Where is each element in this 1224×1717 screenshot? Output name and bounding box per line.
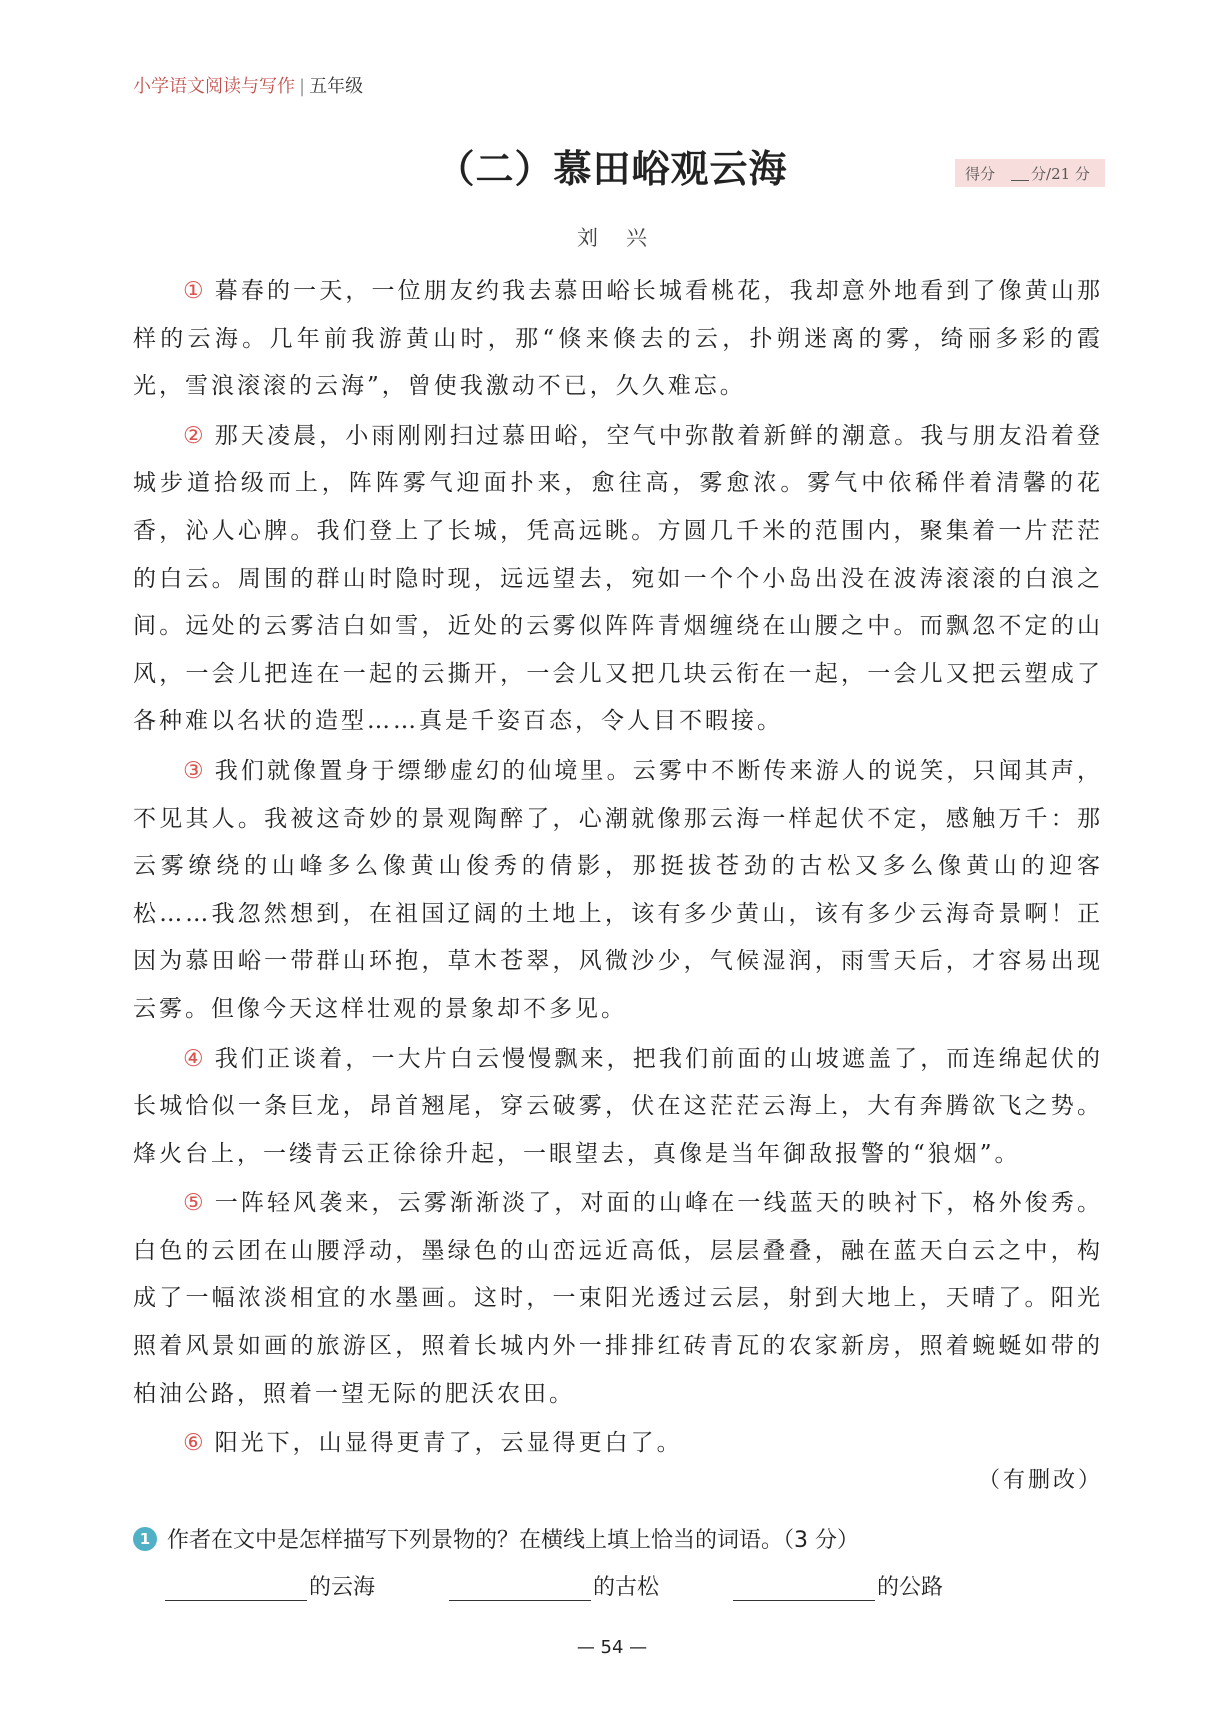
- paragraph-5: [133, 1180, 1103, 1418]
- paragraph-number: ①: [183, 278, 207, 304]
- paragraph-text: 一阵轻风袭来，云雾渐渐淡了，对面的山峰在一线蓝天的映衬下，格外俊秀。白色的云团在山腰浮动，墨绿色的山峦远近高低，层层叠叠，融在蓝天白云之中，构成了一幅浓淡相宜的水墨画。这时，一束阳光透过云层，射到大地上，天晴了。阳光照着风景如画的旅游区，照着长城内外一排排红砖青瓦的农家新房，照着蜿蜒如带的柏油公路，照着一望无际的肥沃农田。: [133, 1190, 1103, 1407]
- paragraph-1: [133, 268, 1103, 411]
- page-number: — 54 —: [576, 1637, 648, 1658]
- author-name: 刘兴: [577, 226, 675, 250]
- book-series-title: 小学语文阅读与写作: [133, 76, 295, 97]
- question-text: 作者在文中是怎样描写下列景物的？在横线上填上恰当的词语。（3 分）: [167, 1528, 859, 1553]
- paragraph-text: 我们就像置身于缥缈虚幻的仙境里。云雾中不断传来游人的说笑，只闻其声，不见其人。我被这奇妙的景观陶醉了，心潮就像那云海一样起伏不定，感触万千：那云雾缭绕的山峰多么像黄山俊秀的倩影，那挺拔苍劲的古松又多么像黄山的迎客松……我忽然想到，在祖国辽阔的土地上，该有多少黄山，该有多少云海奇景啊！正因为慕田峪一带群山环抱，草木苍翠，风微沙少，气候湿润，雨雪天后，才容易出现云雾。但像今天这样壮观的景象却不多见。: [133, 757, 1103, 1022]
- book-header: [133, 72, 363, 98]
- paragraph-number: ②: [183, 422, 207, 449]
- answer-blanks: [165, 1570, 1017, 1601]
- score-total: 分/21 分: [1031, 164, 1090, 183]
- paragraph-text: 阳光下，山显得更青了，云显得更白了。: [214, 1430, 683, 1457]
- paragraph-4: [133, 1036, 1103, 1179]
- paragraph-2: [133, 413, 1103, 746]
- paragraph-number: ④: [183, 1045, 207, 1072]
- paragraph-text: 我们正谈着，一大片白云慢慢飘来，把我们前面的山坡遮盖了，而连绵起伏的长城恰似一条巨龙，昂首翘尾，穿云破雾，伏在这茫茫云海上，大有奔腾欲飞之势。烽火台上，一缕青云正徐徐升起，一眼望去，真像是当年御敌报警的“狼烟”。: [133, 1045, 1103, 1167]
- answer-suffix-2: 的古松: [593, 1575, 660, 1600]
- question-1: [133, 1523, 859, 1554]
- score-blank[interactable]: [1011, 166, 1029, 181]
- article-body: [133, 268, 1103, 1470]
- edit-note: （有删改）: [977, 1468, 1103, 1493]
- answer-item-2: [449, 1570, 659, 1601]
- paragraph-3: [133, 748, 1103, 1034]
- paragraph-6: [133, 1420, 1103, 1468]
- paragraph-number: ⑤: [183, 1190, 207, 1217]
- answer-suffix-1: 的云海: [309, 1575, 376, 1600]
- answer-item-1: [165, 1570, 375, 1601]
- answer-blank-1[interactable]: [165, 1574, 307, 1601]
- header-separator: |: [299, 76, 306, 97]
- paragraph-number: ⑥: [183, 1430, 207, 1457]
- question-number-badge: 1: [133, 1527, 157, 1551]
- answer-item-3: [733, 1570, 943, 1601]
- score-box: [955, 159, 1105, 187]
- score-label: 得分: [965, 164, 996, 183]
- answer-blank-3[interactable]: [733, 1574, 875, 1601]
- article-title: （二）慕田峪观云海: [436, 147, 788, 191]
- answer-suffix-3: 的公路: [877, 1575, 944, 1600]
- paragraph-text: 那天凌晨，小雨刚刚扫过慕田峪，空气中弥散着新鲜的潮意。我与朋友沿着登城步道拾级而上，阵阵雾气迎面扑来，愈往高，雾愈浓。雾气中依稀伴着清馨的花香，沁人心脾。我们登上了长城，凭高远眺。方圆几千米的范围内，聚集着一片茫茫的白云。周围的群山时隐时现，远远望去，宛如一个个小岛出没在波涛滚滚的白浪之间。远处的云雾洁白如雪，近处的云雾似阵阵青烟缠绕在山腰之中。而飘忽不定的山风，一会儿把连在一起的云撕开，一会儿又把几块云衔在一起，一会儿又把云塑成了各种难以名状的造型……真是千姿百态，令人目不暇接。: [133, 422, 1103, 735]
- paragraph-number: ③: [183, 757, 207, 784]
- paragraph-text: 暮春的一天，一位朋友约我去慕田峪长城看桃花，我却意外地看到了像黄山那样的云海。几年前我游黄山时，那“倏来倏去的云，扑朔迷离的雾，绮丽多彩的霞光，雪浪滚滚的云海”，曾使我激动不已，久久难忘。: [133, 278, 1103, 400]
- grade-label: 五年级: [309, 76, 364, 97]
- answer-blank-2[interactable]: [449, 1574, 591, 1601]
